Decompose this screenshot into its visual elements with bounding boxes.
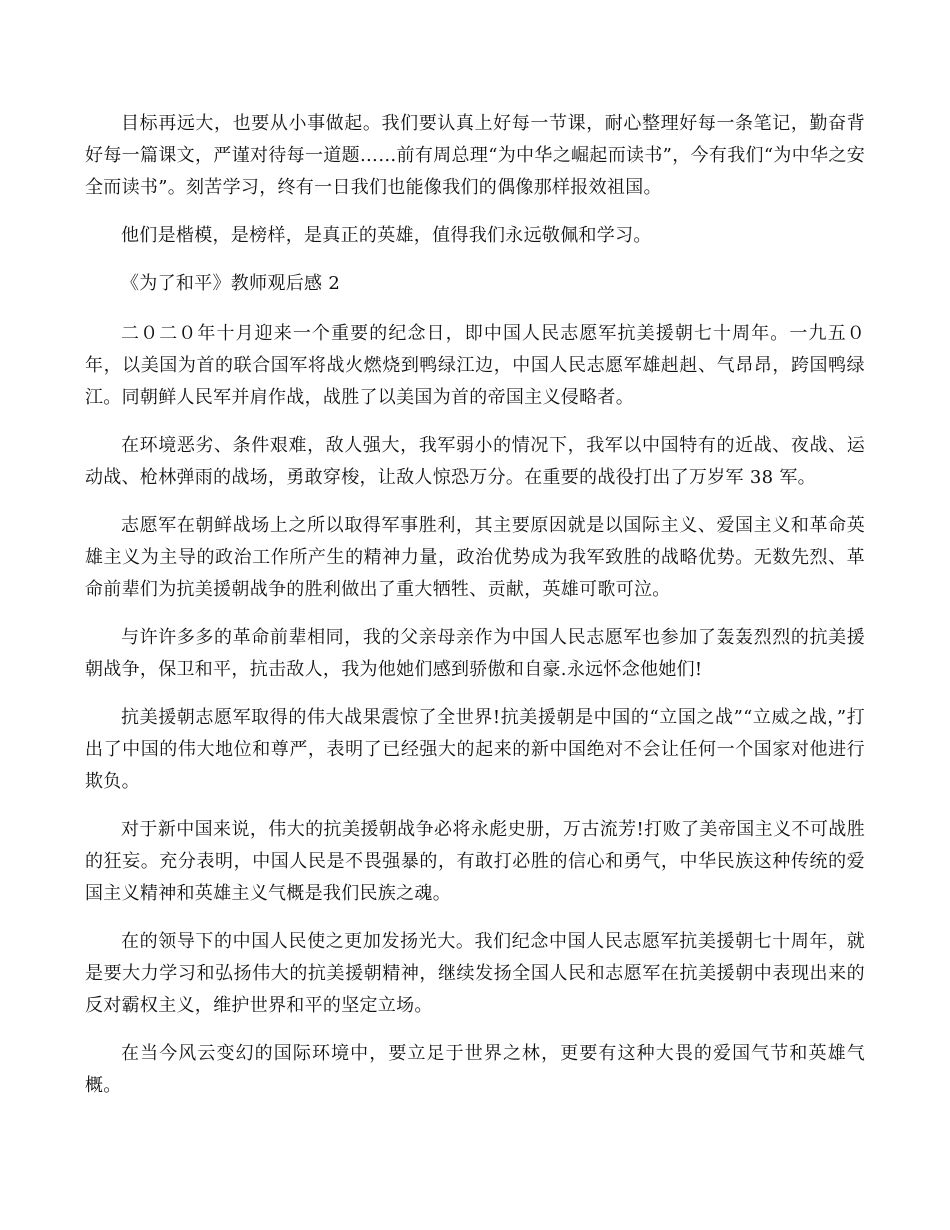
- paragraph-commemoration: 在的领导下的中国人民使之更加发扬光大。我们纪念中国人民志愿军抗美援朝七十周年，就是要大力学习和弘扬伟大的抗美援朝精神，继续发扬全国人民和志愿军在抗美援朝中表现出来的反对霸权主义，维护世界和平的坚定立场。: [85, 931, 865, 1016]
- paragraph-role-models: 他们是楷模，是榜样，是真正的英雄，值得我们永远敬佩和学习。: [121, 225, 652, 246]
- paragraph-victory-reasons: 志愿军在朝鲜战场上之所以取得军事胜利，其主要原因就是以国际主义、爱国主义和革命英雄主义为主导的政治工作所产生的精神力量，政治优势成为我军致胜的战略优势。无数先烈、革命前辈们为抗美援朝战争的胜利做出了重大牺牲、贡献，英雄可歌可泣。: [85, 515, 865, 600]
- paragraph-parents: 与许许多多的革命前辈相同，我的父亲母亲作为中国人民志愿军也参加了轰轰烈烈的抗美援朝战争，保卫和平，抗击敌人，我为他她们感到骄傲和自豪.永远怀念他她们!: [85, 627, 865, 680]
- document-page: [85, 108, 865, 1118]
- paragraph-battle-conditions: 在环境恶劣、条件艰难，敌人强大，我军弱小的情况下，我军以中国特有的近战、夜战、运动战、枪林弹雨的战场，勇敢穿梭，让敌人惊恐万分。在重要的战役打出了万岁军 38 军。: [85, 435, 865, 488]
- paragraph-world-shock: 抗美援朝志愿军取得的伟大战果震惊了全世界!抗美援朝是中国的“立国之战”“立威之战，”打出了中国的伟大地位和尊严，表明了已经强大的起来的新中国绝对不会让任何一个国家对他进行欺负。: [85, 707, 865, 792]
- paragraph-anniversary: 二０二０年十月迎来一个重要的纪念日，即中国人民志愿军抗美援朝七十周年。一九五０年，以美国为首的联合国军将战火燃烧到鸭绿江边，中国人民志愿军雄赳赳、气昂昂，跨国鸭绿江。同朝鲜人民军并肩作战，战胜了以美国为首的帝国主义侵略者。: [85, 323, 865, 408]
- paragraph-study-goals: 目标再远大，也要从小事做起。我们要认真上好每一节课，耐心整理好每一条笔记，勤奋背好每一篇课文，严谨对待每一道题……前有周总理“为中华之崛起而读书”，今有我们“为中华之安全而读书”。刻苦学习，终有一日我们也能像我们的偶像那样报效祖国。: [85, 113, 865, 198]
- section-title: 《为了和平》教师观后感 2: [121, 273, 341, 294]
- paragraph-new-china: 对于新中国来说，伟大的抗美援朝战争必将永彪史册，万古流芳!打败了美帝国主义不可战胜的狂妄。充分表明，中国人民是不畏强暴的，有敢打必胜的信心和勇气，中华民族这种传统的爱国主义精神和英雄主义气概是我们民族之魂。: [85, 819, 865, 904]
- paragraph-conclusion: 在当今风云变幻的国际环境中，要立足于世界之林，更要有这种大畏的爱国气节和英雄气概。: [85, 1043, 865, 1096]
